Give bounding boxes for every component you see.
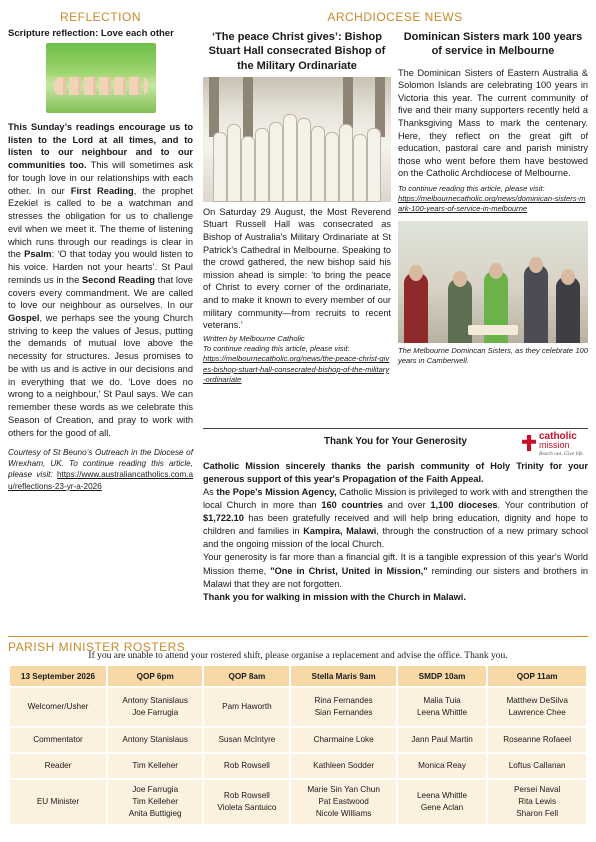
generosity-p1: Catholic Mission sincerely thanks the parish community of Holy Trinity for your generous support of this year's Propagation of the Faith Appeal. bbox=[203, 461, 588, 485]
reflection-link[interactable]: https://www.australiancatholics.com.au/reflections-23-yr-a-2026 bbox=[8, 470, 193, 491]
generosity-title: Thank You for Your Generosity bbox=[324, 436, 467, 447]
reflection-text-b1: This Sunday’s readings encourage us to listen to the Lord at all times, and to listen to our neighbour and to our communities too. bbox=[8, 122, 193, 171]
generosity-body bbox=[203, 460, 588, 604]
roster-col-stella: Stella Maris 9am bbox=[290, 665, 396, 687]
roster-name: Marie Sin Yan Chun bbox=[307, 785, 380, 795]
roster-name: Anita Buttigieg bbox=[128, 808, 182, 818]
roster-row bbox=[9, 687, 587, 727]
roster-cell bbox=[397, 687, 488, 727]
logo-word-mission: mission bbox=[539, 440, 570, 450]
roster-cell bbox=[397, 727, 488, 753]
reflection-text-t4: that love covers every commandment. We are called to love our neighbour as ourselves. In our bbox=[8, 274, 193, 311]
roster-name: Charmaine Loke bbox=[313, 735, 374, 745]
roster-role: Commentator bbox=[9, 727, 107, 753]
reflection-text-t3: : ‘O that today you would listen to his voice. Harden not your hearts’. St Paul reminds us in the bbox=[8, 249, 193, 285]
roster-name: Leena Whittle bbox=[417, 708, 468, 717]
article1-body: On Saturday 29 August, the Most Reverend Stuart Russell Hall was consecrated as Bishop of Australia’s Military Ordinariate at St Patrick’s Cathedral in Melbourne. Speaking to the crowd gathered, the new bishop said his mission ahead is simple: ‘to bring the peace of Christ to every corner of the ordinariate, and to make it known to every member of our military community—from recruits to recent veterans.’ bbox=[203, 206, 391, 331]
g-p3c: reminding our sisters and brothers in Malawi that they are not forgotten. bbox=[203, 565, 589, 589]
roster-name: Violeta Santuico bbox=[217, 803, 277, 812]
roster-cell bbox=[487, 753, 587, 779]
roster-cell bbox=[290, 727, 396, 753]
roster-name: Antony Stanislaus bbox=[122, 735, 188, 745]
g-p2h: $1,722.10 bbox=[203, 513, 244, 524]
reflection-text-t5: , we perhaps see the young Church striving to keep the values of Jesus, putting the demands of mutual love above the necessity for structures. Jesus promises to be with us and is active in our decisions and in everything that we do. ‘Love does no wrong to a neighbour,’ St Paul says. We can remember these words as we celebrate this Season of Creation, and pray to work with others for the good of all. bbox=[8, 313, 193, 438]
roster-name: Matthew DeSilva bbox=[506, 696, 568, 706]
reflection-column bbox=[8, 10, 193, 492]
roster-cell bbox=[203, 753, 290, 779]
roster-table bbox=[8, 664, 588, 826]
reflection-image bbox=[46, 43, 156, 113]
g-p2g: . Your contribution of bbox=[497, 500, 589, 511]
reflection-text-b3: Psalm bbox=[24, 249, 52, 260]
g-p2j: Kampira, Malawi bbox=[303, 526, 377, 537]
roster-name: Pat Eastwood bbox=[318, 797, 369, 807]
logo-tagline: Reach out. Give life. bbox=[539, 451, 585, 457]
roster-cell bbox=[290, 779, 396, 825]
roster-name: Rita Lewis bbox=[518, 797, 557, 807]
g-p2b: the Pope's Mission Agency, bbox=[216, 487, 337, 498]
reflection-text-t2: , the prophet Ezekiel is called to be a watchman and stresses the obligation for us to challenge evil when we meet it. The theme of listening which runs through our readings is clear in the bbox=[8, 185, 193, 260]
roster-cell bbox=[487, 727, 587, 753]
roster-col-date: 13 September 2026 bbox=[9, 665, 107, 687]
roster-name: Nicole Williams bbox=[315, 808, 372, 818]
roster-cell bbox=[107, 753, 203, 779]
roster-cell bbox=[397, 753, 488, 779]
roster-cell bbox=[107, 687, 203, 727]
reflection-text-b4: Second Reading bbox=[81, 274, 155, 285]
dominican-sisters-photo bbox=[398, 221, 588, 343]
roster-cell bbox=[107, 779, 203, 825]
article1-note bbox=[203, 334, 391, 385]
news-heading: ARCHDIOCESE NEWS bbox=[327, 10, 463, 24]
article2-title: Dominican Sisters mark 100 years of service in Melbourne bbox=[403, 31, 583, 58]
roster-cell bbox=[203, 779, 290, 825]
article2-caption: The Melbourne Domincan Sisters, as they celebrate 100 years in Camberwell. bbox=[398, 345, 588, 365]
roster-name: Susan McIntyre bbox=[218, 735, 276, 745]
roster-name: Rob Rowsell bbox=[223, 761, 270, 771]
roster-role: Welcomer/Usher bbox=[9, 687, 107, 727]
g-p2d: 160 countries bbox=[321, 500, 383, 511]
reflection-subtitle: Scripture reflection: Love each other bbox=[8, 28, 174, 39]
reflection-text-t1: This will sometimes ask for tough love in our relationships with each other. In our bbox=[8, 160, 193, 196]
roster-cell bbox=[487, 779, 587, 825]
article2-note bbox=[398, 184, 588, 215]
roster-col-qop6pm: QOP 6pm bbox=[107, 665, 203, 687]
g-p3a: Your generosity is far more than a financial gift. It is a tangible expression of this year's World Mission theme, bbox=[203, 552, 588, 576]
generosity-section bbox=[203, 428, 588, 604]
roster-name: Gene Aclan bbox=[420, 803, 464, 812]
reflection-text-b2: First Reading bbox=[70, 185, 134, 196]
roster-name: Joe Farrugia bbox=[132, 708, 179, 717]
roster-name: Sian Fernandes bbox=[314, 708, 373, 717]
roster-name: Sharon Fell bbox=[516, 808, 559, 818]
generosity-p4: Thank you for walking in mission with the Church in Malawi. bbox=[203, 591, 466, 602]
cross-icon bbox=[522, 435, 536, 451]
roster-name: Pam Haworth bbox=[222, 702, 272, 712]
roster-row bbox=[9, 753, 587, 779]
reflection-credit-text: Courtesy of St Beuno’s Outreach in the Diocese of Wrexham, UK. To continue reading this article, please visit: bbox=[8, 448, 193, 480]
roster-name: Malia Tuia bbox=[423, 696, 461, 706]
g-p2k: , through the construction of a new primary school and the ongoing mission of the local Church. bbox=[203, 526, 588, 550]
roster-name: Rob Rowsell bbox=[223, 791, 270, 801]
rosters-note: If you are unable to attend your rostered shift, please organise a replacement and advise the office. Thank you. bbox=[88, 651, 508, 661]
roster-name: Roseanne Rofaeel bbox=[503, 735, 572, 745]
g-p2a: As bbox=[203, 487, 217, 498]
article-dominican bbox=[398, 30, 588, 366]
roster-name: Lawrence Chee bbox=[508, 708, 566, 717]
article1-byline: Written by Melbourne Catholic bbox=[203, 333, 305, 343]
article2-note-text: To continue reading this article, please visit: bbox=[398, 183, 545, 193]
reflection-heading: REFLECTION bbox=[59, 10, 141, 24]
roster-row bbox=[9, 727, 587, 753]
roster-col-qop11am: QOP 11am bbox=[487, 665, 587, 687]
roster-name: Kathleen Sodder bbox=[313, 761, 375, 771]
roster-row bbox=[9, 779, 587, 825]
article2-link[interactable]: https://melbournecatholic.org/news/dominican-sisters-mark-100-years-of-service-in-melbourne bbox=[398, 194, 586, 214]
reflection-body bbox=[8, 121, 193, 439]
roster-name: Monica Reay bbox=[418, 761, 466, 771]
roster-name: Tim Kelleher bbox=[132, 761, 179, 771]
roster-cell bbox=[487, 687, 587, 727]
roster-role: Reader bbox=[9, 753, 107, 779]
roster-name: Jann Paul Martin bbox=[411, 735, 473, 745]
roster-cell bbox=[290, 753, 396, 779]
roster-cell bbox=[397, 779, 488, 825]
article1-link[interactable]: https://melbournecatholic.org/news/the-peace-christ-gives-bishop-stuart-hall-consecrated-bishop-of-the-military-ordinariate bbox=[203, 354, 390, 384]
article1-title: ‘The peace Christ gives’: Bishop Stuart Hall consecrated Bishop of the Military Ordinariate bbox=[208, 31, 386, 72]
g-p2e: and over bbox=[382, 500, 431, 511]
g-p2i: has been gratefully received and will help bring education, dignity and hope to children and families in bbox=[203, 513, 588, 537]
article-consecration bbox=[203, 30, 391, 385]
roster-col-qop8am: QOP 8am bbox=[203, 665, 290, 687]
roster-name: Loftus Callanan bbox=[508, 761, 566, 771]
article2-body: The Dominican Sisters of Eastern Australia & Solomon Islands are celebrating 100 years in Victoria this year. The current community of five and their many supporters recently held a Thanksgiving Mass to mark the centenary. Here, they reflect on the great gift of education, pastoral care and parish ministry those who went before them have bestowed on the Catholic Archdiocese of Melbourne. bbox=[398, 67, 588, 179]
article1-note-text: To continue reading this article, please visit: bbox=[203, 344, 350, 354]
roster-role: EU Minister bbox=[9, 779, 107, 825]
roster-name: Joe Farrugia bbox=[132, 785, 179, 795]
roster-header-row bbox=[9, 665, 587, 687]
roster-name: Persei Naval bbox=[513, 785, 561, 795]
roster-name: Rina Fernandes bbox=[314, 696, 373, 706]
reflection-credit bbox=[8, 447, 193, 491]
roster-cell bbox=[203, 727, 290, 753]
logo-word-catholic: catholic bbox=[539, 431, 577, 442]
roster-cell bbox=[203, 687, 290, 727]
rosters-heading: PARISH MINISTER ROSTERS bbox=[8, 640, 186, 654]
catholic-mission-logo bbox=[522, 432, 588, 458]
roster-name: Leena Whittle bbox=[417, 791, 468, 801]
roster-name: Tim Kelleher bbox=[132, 797, 179, 807]
roster-name: Antony Stanislaus bbox=[122, 696, 188, 706]
reflection-text-b5: Gospel bbox=[8, 313, 40, 324]
roster-cell bbox=[107, 727, 203, 753]
g-p3b: "One in Christ, United in Mission," bbox=[270, 565, 428, 576]
g-p2c: Catholic Mission is privileged to work with and strengthen the local Church in more than bbox=[203, 487, 588, 511]
g-p2f: 1,100 dioceses bbox=[430, 500, 498, 511]
roster-cell bbox=[290, 687, 396, 727]
consecration-photo bbox=[203, 77, 391, 202]
roster-col-smdp: SMDP 10am bbox=[397, 665, 488, 687]
